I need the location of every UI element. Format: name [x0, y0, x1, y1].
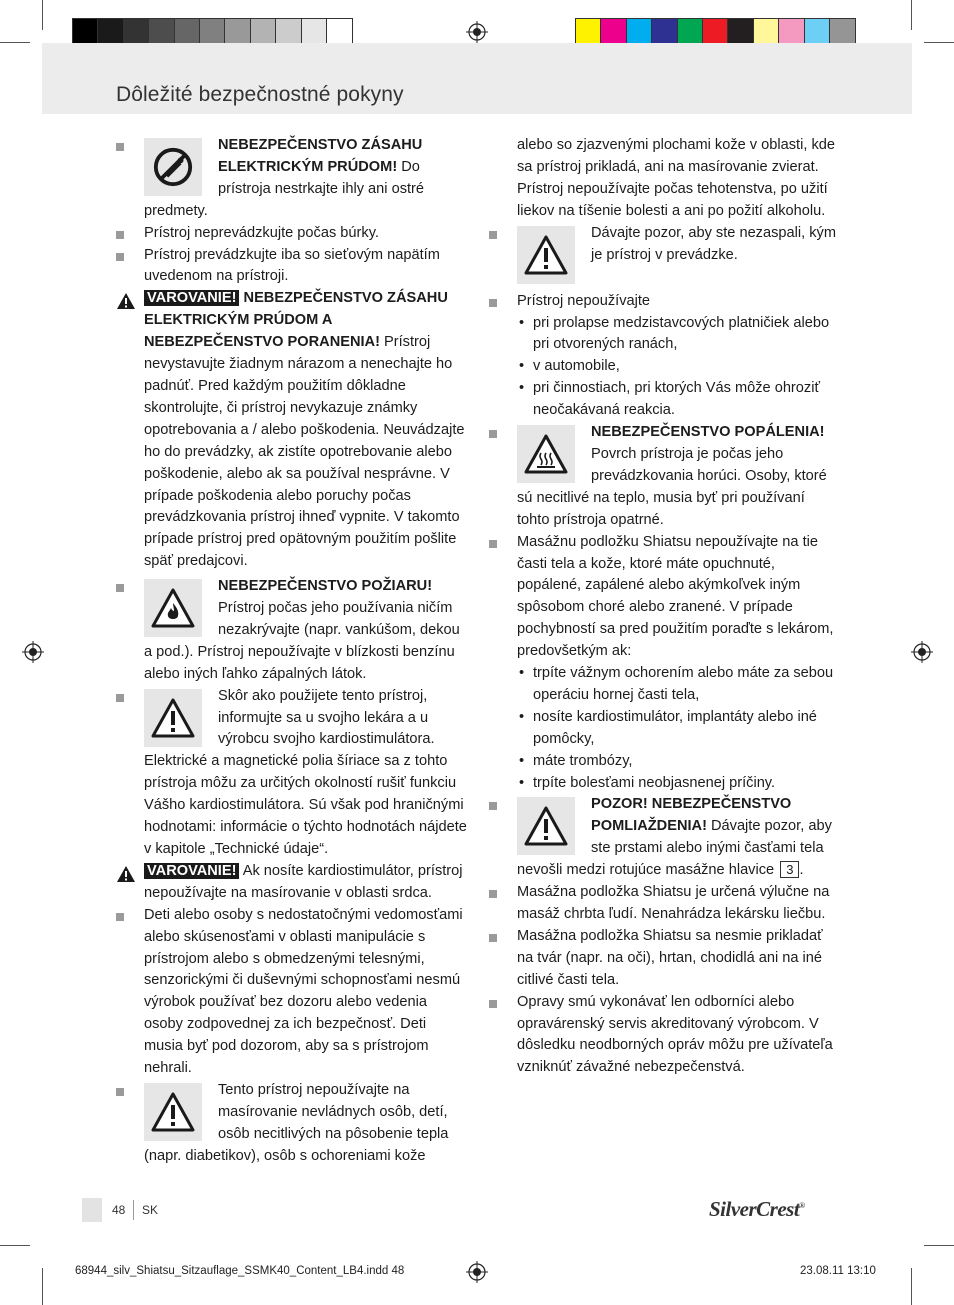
- bullet-square: [116, 143, 124, 151]
- item-text: Dávajte pozor, aby ste prstami alebo inými časťami tela nevošli medzi rotujúce masážne hlavice: [517, 818, 832, 879]
- item-heading: NEBEZPEČENSTVO POPÁLENIA!: [591, 424, 825, 441]
- warning-item: [116, 288, 468, 573]
- warning-triangle-icon: [517, 797, 575, 855]
- sub-bullet: • trpíte bolesťami neobjasnenej príčiny.: [517, 773, 841, 795]
- bullet-square: [489, 231, 497, 239]
- list-item: [116, 1080, 468, 1168]
- warning-triangle-icon: [116, 292, 136, 310]
- color-swatch: [678, 19, 703, 46]
- warning-item: [116, 861, 468, 905]
- sub-bullet: • pri prolapse medzistavcových platničiek alebo pri otvorených ranách,: [517, 313, 841, 357]
- list-item: [116, 576, 468, 686]
- bullet-square: [116, 253, 124, 261]
- list-item: [116, 905, 468, 1080]
- registration-mark-icon: [466, 1261, 488, 1283]
- item-text: Prístroj neprevádzkujte počas búrky.: [144, 224, 379, 241]
- bullet-square: [489, 890, 497, 898]
- list-item: [489, 223, 841, 288]
- item-text: Ak nosíte kardiostimulátor, prístroj nepoužívajte na masírovanie v oblasti srdca.: [144, 862, 463, 901]
- warning-triangle-icon: [144, 1083, 202, 1141]
- part-reference: 3: [780, 861, 799, 878]
- color-swatch: [276, 19, 301, 46]
- brand-logo: [709, 1197, 805, 1222]
- item-text: Do prístroja nestrkajte ihly ani ostré predmety.: [144, 158, 425, 219]
- list-item: [116, 135, 468, 223]
- logo-text: SilverCrest: [709, 1197, 800, 1221]
- registration-mark-icon: [466, 21, 488, 43]
- bullet-square: [489, 540, 497, 548]
- bullet-square: [489, 1000, 497, 1008]
- sub-bullet: • máte trombózy,: [517, 751, 841, 773]
- item-text: Opravy smú vykonávať len odborníci alebo opravárenský servis akreditovaný výrobcom. V dôsledku neodborných opráv môžu pre užívateľa vzniknúť závažné nebezpečenstvá.: [517, 993, 833, 1076]
- item-text: Masážnu podložku Shiatsu nepoužívajte na tie časti tela a kože, ktoré máte opuchnuté, popálené, zapálené alebo akýmkoľvek iným spôsobom choré alebo zranené. V prípade pochybností sa pred použitím poraďte s lekárom, predovšetkým ak:: [517, 533, 834, 660]
- bullet-square: [489, 802, 497, 810]
- item-text: Prístroj prevádzkujte iba so sieťovým napätím uvedenom na prístroji.: [144, 246, 440, 285]
- page-number: 48: [112, 1203, 126, 1217]
- divider: [133, 1200, 134, 1220]
- list-item: [489, 794, 841, 882]
- crop-mark: [924, 1245, 954, 1246]
- crop-mark: [42, 1268, 43, 1305]
- crop-mark: [0, 42, 30, 43]
- list-item: [489, 291, 841, 422]
- color-swatch: [652, 19, 677, 46]
- item-heading: POZOR! NEBEZPEČENSTVO POMLIAŽDENIA!: [591, 796, 792, 835]
- list-item: [116, 686, 468, 861]
- bullet-square: [116, 231, 124, 239]
- item-heading: NEBEZPEČENSTVO POŽIARU!: [218, 578, 433, 595]
- sub-bullet: • v automobile,: [517, 356, 841, 378]
- bullet-square: [116, 1088, 124, 1096]
- item-text: Prístroj nevystavujte žiadnym nárazom a nenechajte ho padnúť. Pred každým použitím dôkladne skontrolujte, či prístroj nevykazuje známky opotrebovania a / alebo poškodenia. Neuvádzajte ho do prevádzky, ak zistíte opotrebovanie alebo poškodenie, alebo ak sa používal nesprávne. V prípade poškodenia alebo poruchy počas prevádzkovania prístroj ihneď vypnite. V takomto prípade prístroj pred opätovným použitím pošlite späť predajcovi.: [144, 334, 465, 570]
- color-swatch: [200, 19, 225, 46]
- warning-triangle-icon: [144, 689, 202, 747]
- color-swatch: [576, 19, 601, 46]
- color-swatch: [302, 19, 327, 46]
- registration-mark-icon: [22, 641, 44, 663]
- item-text-end: .: [799, 862, 804, 879]
- warning-label: VAROVANIE!: [144, 290, 239, 306]
- color-swatch: [703, 19, 728, 46]
- warning-triangle-icon: [517, 226, 575, 284]
- page-title: Dôležité bezpečnostné pokyny: [116, 83, 404, 106]
- crop-mark: [924, 42, 954, 43]
- item-text: Prístroj počas jeho používania ničím nezakrývajte (napr. vankúšom, dekou a pod.). Prístroj nepoužívajte v blízkosti benzínu alebo iných ľahko zápalných látok.: [144, 600, 460, 682]
- color-swatch: [225, 19, 250, 46]
- item-text: Masážna podložka Shiatsu je určená výlučne na masáž chrbta ľudí. Nenahrádza lekársku liečbu.: [517, 884, 830, 922]
- item-text: Tento prístroj nepoužívajte na masírovanie nevládnych osôb, detí, osôb necitlivých na pôsobenie tepla (napr. diabetikov), osôb s ochoreniami kože: [144, 1081, 449, 1164]
- item-text: Povrch prístroja je počas jeho prevádzkovania horúci. Osoby, ktoré sú necitlivé na teplo, musia byť pri používaní tohto prístroja opatrné.: [517, 445, 827, 528]
- color-swatch: [149, 19, 174, 46]
- bullet-square: [489, 299, 497, 307]
- item-text: Dávajte pozor, aby ste nezaspali, kým je prístroj v prevádzke.: [591, 224, 836, 263]
- color-swatch: [779, 19, 804, 46]
- list-item: [489, 926, 841, 992]
- date-slug: 23.08.11 13:10: [800, 1265, 876, 1277]
- registered-mark: ®: [799, 1201, 805, 1210]
- crop-mark: [911, 0, 912, 30]
- language-code: SK: [142, 1203, 159, 1217]
- crop-mark: [911, 1268, 912, 1305]
- list-item-continued: [489, 135, 841, 223]
- color-swatch: [627, 19, 652, 46]
- list-item: [116, 245, 468, 289]
- item-text: Skôr ako použijete tento prístroj, informujte sa u svojho lekára a u výrobcu svojho kardiostimulátora. Elektrické a magnetické polia šíriace sa z tohto prístroja môžu za určitých okolností rušiť funkciu Vášho kardiostimulátora. Sú však pod hraničnými hodnotami: informácie o týchto hodnotách nájdete v kapitole „Technické údaje“.: [144, 687, 467, 857]
- sub-bullet: • pri činnostiach, pri ktorých Vás môže ohroziť neočakávaná reakcia.: [517, 378, 841, 422]
- color-swatch: [98, 19, 123, 46]
- color-swatch: [251, 19, 276, 46]
- list-item: [489, 422, 841, 532]
- file-slug: 68944_silv_Shiatsu_Sitzauflage_SSMK40_Content_LB4.indd 48: [75, 1265, 405, 1277]
- color-swatch: [124, 19, 149, 46]
- left-column: [116, 135, 468, 1168]
- sub-bullet: • nosíte kardiostimulátor, implantáty alebo iné pomôcky,: [517, 707, 841, 751]
- item-text: Prístroj nepoužívajte: [517, 292, 651, 309]
- warning-label: VAROVANIE!: [144, 863, 239, 879]
- crop-mark: [0, 1245, 30, 1246]
- fire-warning-icon: [144, 579, 202, 637]
- hot-surface-icon: [517, 425, 575, 483]
- color-swatch: [754, 19, 779, 46]
- color-swatch: [73, 19, 98, 46]
- color-swatch: [728, 19, 753, 46]
- list-item: [489, 532, 841, 795]
- crop-mark: [42, 0, 43, 30]
- item-heading: NEBEZPEČENSTVO ZÁSAHU ELEKTRICKÝM PRÚDOM!: [218, 137, 423, 175]
- color-swatch: [601, 19, 626, 46]
- item-heading: NEBEZPEČENSTVO ZÁSAHU ELEKTRICKÝM PRÚDOM A NEBEZPEČENSTVO PORANENIA!: [144, 290, 448, 351]
- bullet-square: [116, 584, 124, 592]
- sub-bullet: • trpíte vážnym ochorením alebo máte za sebou operáciu hornej časti tela,: [517, 663, 841, 707]
- bullet-square: [489, 934, 497, 942]
- registration-mark-icon: [911, 641, 933, 663]
- page-tab: [82, 1198, 102, 1222]
- list-item: [116, 223, 468, 245]
- item-text: alebo so zjazvenými plochami kože v oblasti, kde sa prístroj prikladá, ani na masírovanie zvierat. Prístroj nepoužívajte počas tehotenstva, po užití liekov na tíšenie bolesti a ani po požití alkoholu.: [517, 137, 835, 219]
- item-text: Masážna podložka Shiatsu sa nesmie prikladať na tvár (napr. na oči), hrtan, chodidlá ani na iné citlivé časti tela.: [517, 927, 823, 988]
- color-swatch: [830, 19, 855, 46]
- item-text: Deti alebo osoby s nedostatočnými vedomosťami alebo skúsenosťami v oblasti manipulácie s prístrojom alebo s obmedzenými telesnými, senzorickými či duševnými schopnosťami nesmú výrobok používať bez dozoru alebo vedenia osoby zodpovednej za ich bezpečnosť. Deti musia byť pod dozorom, aby sa s prístrojom nehrali.: [144, 906, 463, 1077]
- color-swatch: [327, 19, 352, 46]
- no-needles-icon: [144, 138, 202, 196]
- bullet-square: [489, 430, 497, 438]
- bullet-square: [116, 913, 124, 921]
- color-swatch: [805, 19, 830, 46]
- bullet-square: [116, 694, 124, 702]
- list-item: [489, 992, 841, 1080]
- right-column: [489, 135, 841, 1079]
- warning-triangle-icon: [116, 865, 136, 883]
- list-item: [489, 882, 841, 926]
- color-swatch: [175, 19, 200, 46]
